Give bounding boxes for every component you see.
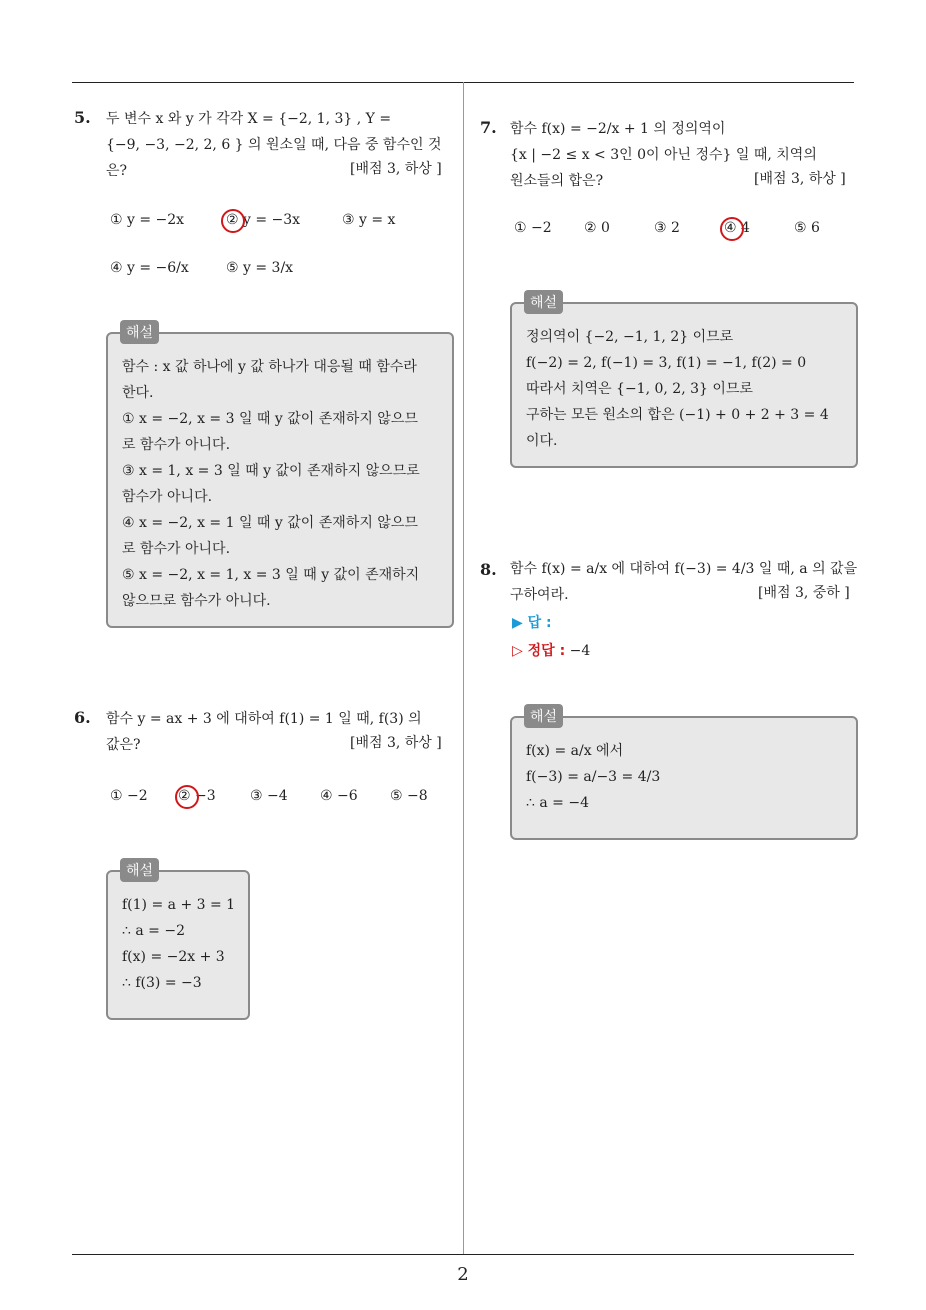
choice-4[interactable]: ④ 4 xyxy=(724,220,750,236)
solution-line: ④ x = −2, x = 1 일 때 y 값이 존재하지 않으므 xyxy=(122,515,418,531)
answer-input-row[interactable] xyxy=(512,612,552,632)
solution-tag: 해설 xyxy=(120,858,159,882)
problem-text-line: 두 변수 x 와 y 가 각각 X = {−2, 1, 3} , Y = xyxy=(106,111,392,127)
solution-box xyxy=(106,325,454,628)
solution-line: f(x) = a/x 에서 xyxy=(526,743,624,759)
solution-line: 로 함수가 아니다. xyxy=(122,541,231,557)
solution-line: f(1) = a + 3 = 1 xyxy=(122,897,236,913)
correct-answer-label: ▷ 정답 : xyxy=(512,643,566,659)
solution-line: ∴ a = −4 xyxy=(526,795,589,811)
problem-number: 5. xyxy=(74,108,91,127)
choice-4[interactable]: ④ y = −6/x xyxy=(110,260,189,276)
page-number: 2 xyxy=(457,1264,469,1285)
score-meta: [배점 3, 하상 ] xyxy=(754,171,846,187)
problem-text-line: 구하여라. xyxy=(510,587,569,603)
solution-line: 이다. xyxy=(526,433,558,449)
problem-text-line: 값은? xyxy=(106,737,141,753)
solution-line: 로 함수가 아니다. xyxy=(122,437,231,453)
solution-line: ∴ f(3) = −3 xyxy=(122,975,202,991)
correct-answer-value: −4 xyxy=(569,643,591,659)
choice-4[interactable]: ④ −6 xyxy=(320,788,358,804)
solution-line: 구하는 모든 원소의 합은 (−1) + 0 + 2 + 3 = 4 xyxy=(526,407,829,423)
score-meta: [배점 3, 하상 ] xyxy=(350,161,442,177)
solution-line: 함수 : x 값 하나에 y 값 하나가 대응될 때 함수라 xyxy=(122,359,417,375)
solution-line: 함수가 아니다. xyxy=(122,489,213,505)
solution-box xyxy=(106,863,250,1020)
solution-line: ① x = −2, x = 3 일 때 y 값이 존재하지 않으므 xyxy=(122,411,418,427)
answer-circle-mark xyxy=(720,217,744,241)
problem-text-line: 은? xyxy=(106,163,128,179)
solution-tag: 해설 xyxy=(120,320,159,344)
choice-3[interactable]: ③ 2 xyxy=(654,220,680,236)
solution-line: ⑤ x = −2, x = 1, x = 3 일 때 y 값이 존재하지 xyxy=(122,567,420,583)
bottom-rule xyxy=(72,1254,854,1255)
choice-2[interactable]: ② 0 xyxy=(584,220,610,236)
score-meta: [배점 3, 하상 ] xyxy=(350,735,442,751)
problem-text-line: 함수 y = ax + 3 에 대하여 f(1) = 1 일 때, f(3) 의 xyxy=(106,711,422,727)
solution-line: 따라서 치역은 {−1, 0, 2, 3} 이므로 xyxy=(526,381,753,397)
choice-1[interactable]: ① y = −2x xyxy=(110,212,185,228)
problem-number: 7. xyxy=(480,118,497,137)
solution-line: ③ x = 1, x = 3 일 때 y 값이 존재하지 않으므로 xyxy=(122,463,420,479)
choice-3[interactable]: ③ y = x xyxy=(342,212,396,228)
solution-box xyxy=(510,709,858,840)
solution-line: 한다. xyxy=(122,385,154,401)
score-meta: [배점 3, 중하 ] xyxy=(758,585,850,601)
choice-5[interactable]: ⑤ −8 xyxy=(390,788,428,804)
choice-1[interactable]: ① −2 xyxy=(110,788,148,804)
correct-answer-row xyxy=(512,640,590,660)
choice-3[interactable]: ③ −4 xyxy=(250,788,288,804)
problem-number: 6. xyxy=(74,708,91,727)
choice-2[interactable]: ② −3 xyxy=(178,788,216,804)
choice-5[interactable]: ⑤ y = 3/x xyxy=(226,260,294,276)
solution-line: 정의역이 {−2, −1, 1, 2} 이므로 xyxy=(526,329,734,345)
solution-tag: 해설 xyxy=(524,290,563,314)
problem-text-line: {−9, −3, −2, 2, 6 } 의 원소일 때, 다음 중 함수인 것 xyxy=(106,137,442,153)
solution-line: ∴ a = −2 xyxy=(122,923,185,939)
answer-label: ▶ 답 : xyxy=(512,615,552,631)
solution-line: f(−2) = 2, f(−1) = 3, f(1) = −1, f(2) = 0 xyxy=(526,355,807,371)
solution-box xyxy=(510,295,858,468)
problem-number: 8. xyxy=(480,560,497,579)
choice-5[interactable]: ⑤ 6 xyxy=(794,220,820,236)
solution-tag: 해설 xyxy=(524,704,563,728)
answer-circle-mark xyxy=(221,209,245,233)
solution-line: f(x) = −2x + 3 xyxy=(122,949,225,965)
solution-line: f(−3) = a/−3 = 4/3 xyxy=(526,769,661,785)
solution-line: 않으므로 함수가 아니다. xyxy=(122,593,271,609)
problem-text-line: 원소들의 합은? xyxy=(510,173,604,189)
column-divider xyxy=(463,82,464,1254)
answer-circle-mark xyxy=(175,785,199,809)
problem-text-line: 함수 f(x) = −2/x + 1 의 정의역이 xyxy=(510,121,726,137)
problem-text-line: {x | −2 ≤ x < 3인 0이 아닌 정수} 일 때, 치역의 xyxy=(510,147,817,163)
choice-1[interactable]: ① −2 xyxy=(514,220,552,236)
problem-text-line: 함수 f(x) = a/x 에 대하여 f(−3) = 4/3 일 때, a 의 값을 xyxy=(510,561,858,577)
choice-2[interactable]: ② y = −3x xyxy=(226,212,301,228)
